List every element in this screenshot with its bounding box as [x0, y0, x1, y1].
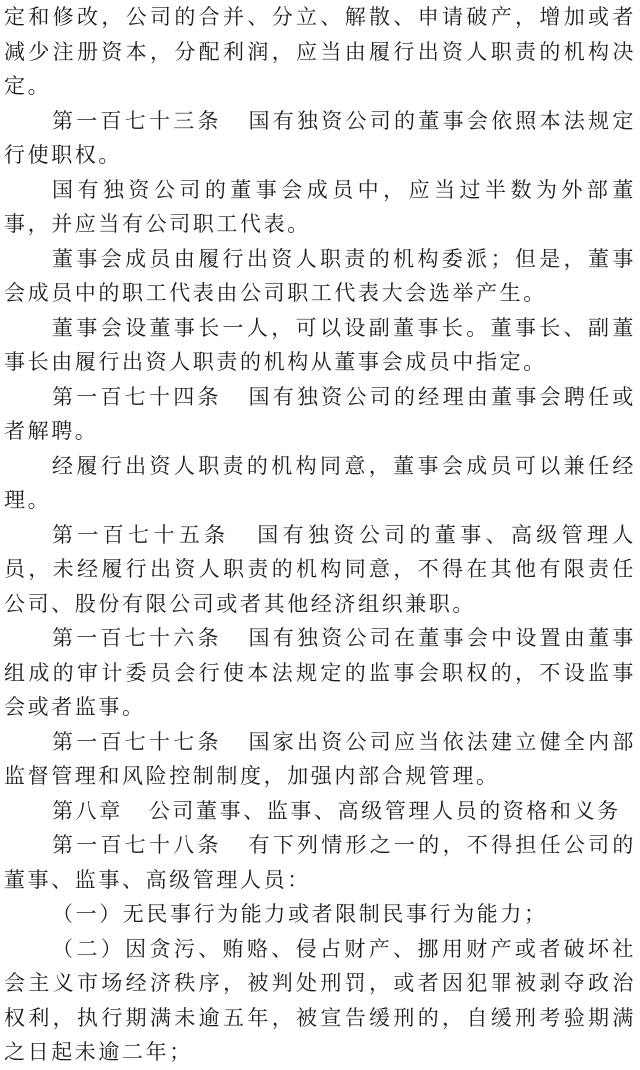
article-heading: 第八章 [52, 798, 123, 823]
article-heading: 第一百七十五条 [52, 522, 230, 547]
article-heading: 第一百七十六条 [52, 626, 222, 650]
paragraph-text: （一）无民事行为能力或者限制民事行为能力； [52, 902, 548, 926]
paragraph-p7 [4, 518, 636, 622]
paragraph-text: 国有独资公司的董事、高级管理人员，未经履行出资人职责的机构同意，不得在其他有限责任公司、股份有限公司或者其他经济组织兼职。 [4, 522, 636, 616]
paragraph-text: 有下列情形之一的，不得担任公司的董事、监事、高级管理人员： [4, 833, 636, 892]
paragraph-p4 [4, 311, 636, 380]
article-heading: 第一百七十七条 [52, 729, 222, 754]
paragraph-text: 国有独资公司的董事会成员中，应当过半数为外部董事，并应当有公司职工代表。 [4, 177, 636, 236]
article-heading: 第一百七十八条 [52, 833, 222, 857]
paragraph-p6 [4, 449, 636, 518]
paragraph-p9 [4, 725, 636, 794]
paragraph-p3 [4, 242, 636, 311]
article-heading: 第一百七十四条 [52, 384, 222, 409]
paragraph-p1 [4, 104, 636, 173]
paragraph-text: （二）因贪污、贿赂、侵占财产、挪用财产或者破坏社会主义市场经济秩序，被判处刑罚，或者因犯罪被剥夺政治权利，执行期满未逾五年，被宣告缓刑的，自缓刑考验期满之日起未逾二年； [4, 936, 636, 1064]
paragraph-text: 国有独资公司的董事会依照本法规定行使职权。 [4, 108, 636, 167]
paragraph-text: 国有独资公司在董事会中设置由董事组成的审计委员会行使本法规定的监事会职权的，不设监事会或者监事。 [4, 626, 636, 719]
paragraph-p12 [4, 897, 636, 932]
paragraph-p11 [4, 828, 636, 897]
paragraph-p10 [4, 794, 636, 829]
paragraph-p8 [4, 621, 636, 725]
paragraph-text: 经履行出资人职责的机构同意，董事会成员可以兼任经理。 [4, 453, 636, 512]
article-heading: 第一百七十三条 [52, 108, 222, 133]
paragraph-p2 [4, 173, 636, 242]
paragraph-text: 定和修改，公司的合并、分立、解散、申请破产，增加或者减少注册资本，分配利润，应当由履行出资人职责的机构决定。 [4, 5, 636, 98]
paragraph-text: 国有独资公司的经理由董事会聘任或者解聘。 [4, 384, 636, 443]
paragraph-p5 [4, 380, 636, 449]
paragraph-text: 董事会成员由履行出资人职责的机构委派；但是，董事会成员中的职工代表由公司职工代表大会选举产生。 [4, 246, 636, 305]
paragraph-text: 国家出资公司应当依法建立健全内部监督管理和风险控制制度，加强内部合规管理。 [4, 729, 636, 788]
paragraph-text: 董事会设董事长一人，可以设副董事长。董事长、副董事长由履行出资人职责的机构从董事会成员中指定。 [4, 315, 636, 374]
paragraph-p13 [4, 932, 636, 1070]
paragraph-p0 [4, 0, 636, 104]
paragraph-text: 公司董事、监事、高级管理人员的资格和义务 [148, 798, 621, 823]
